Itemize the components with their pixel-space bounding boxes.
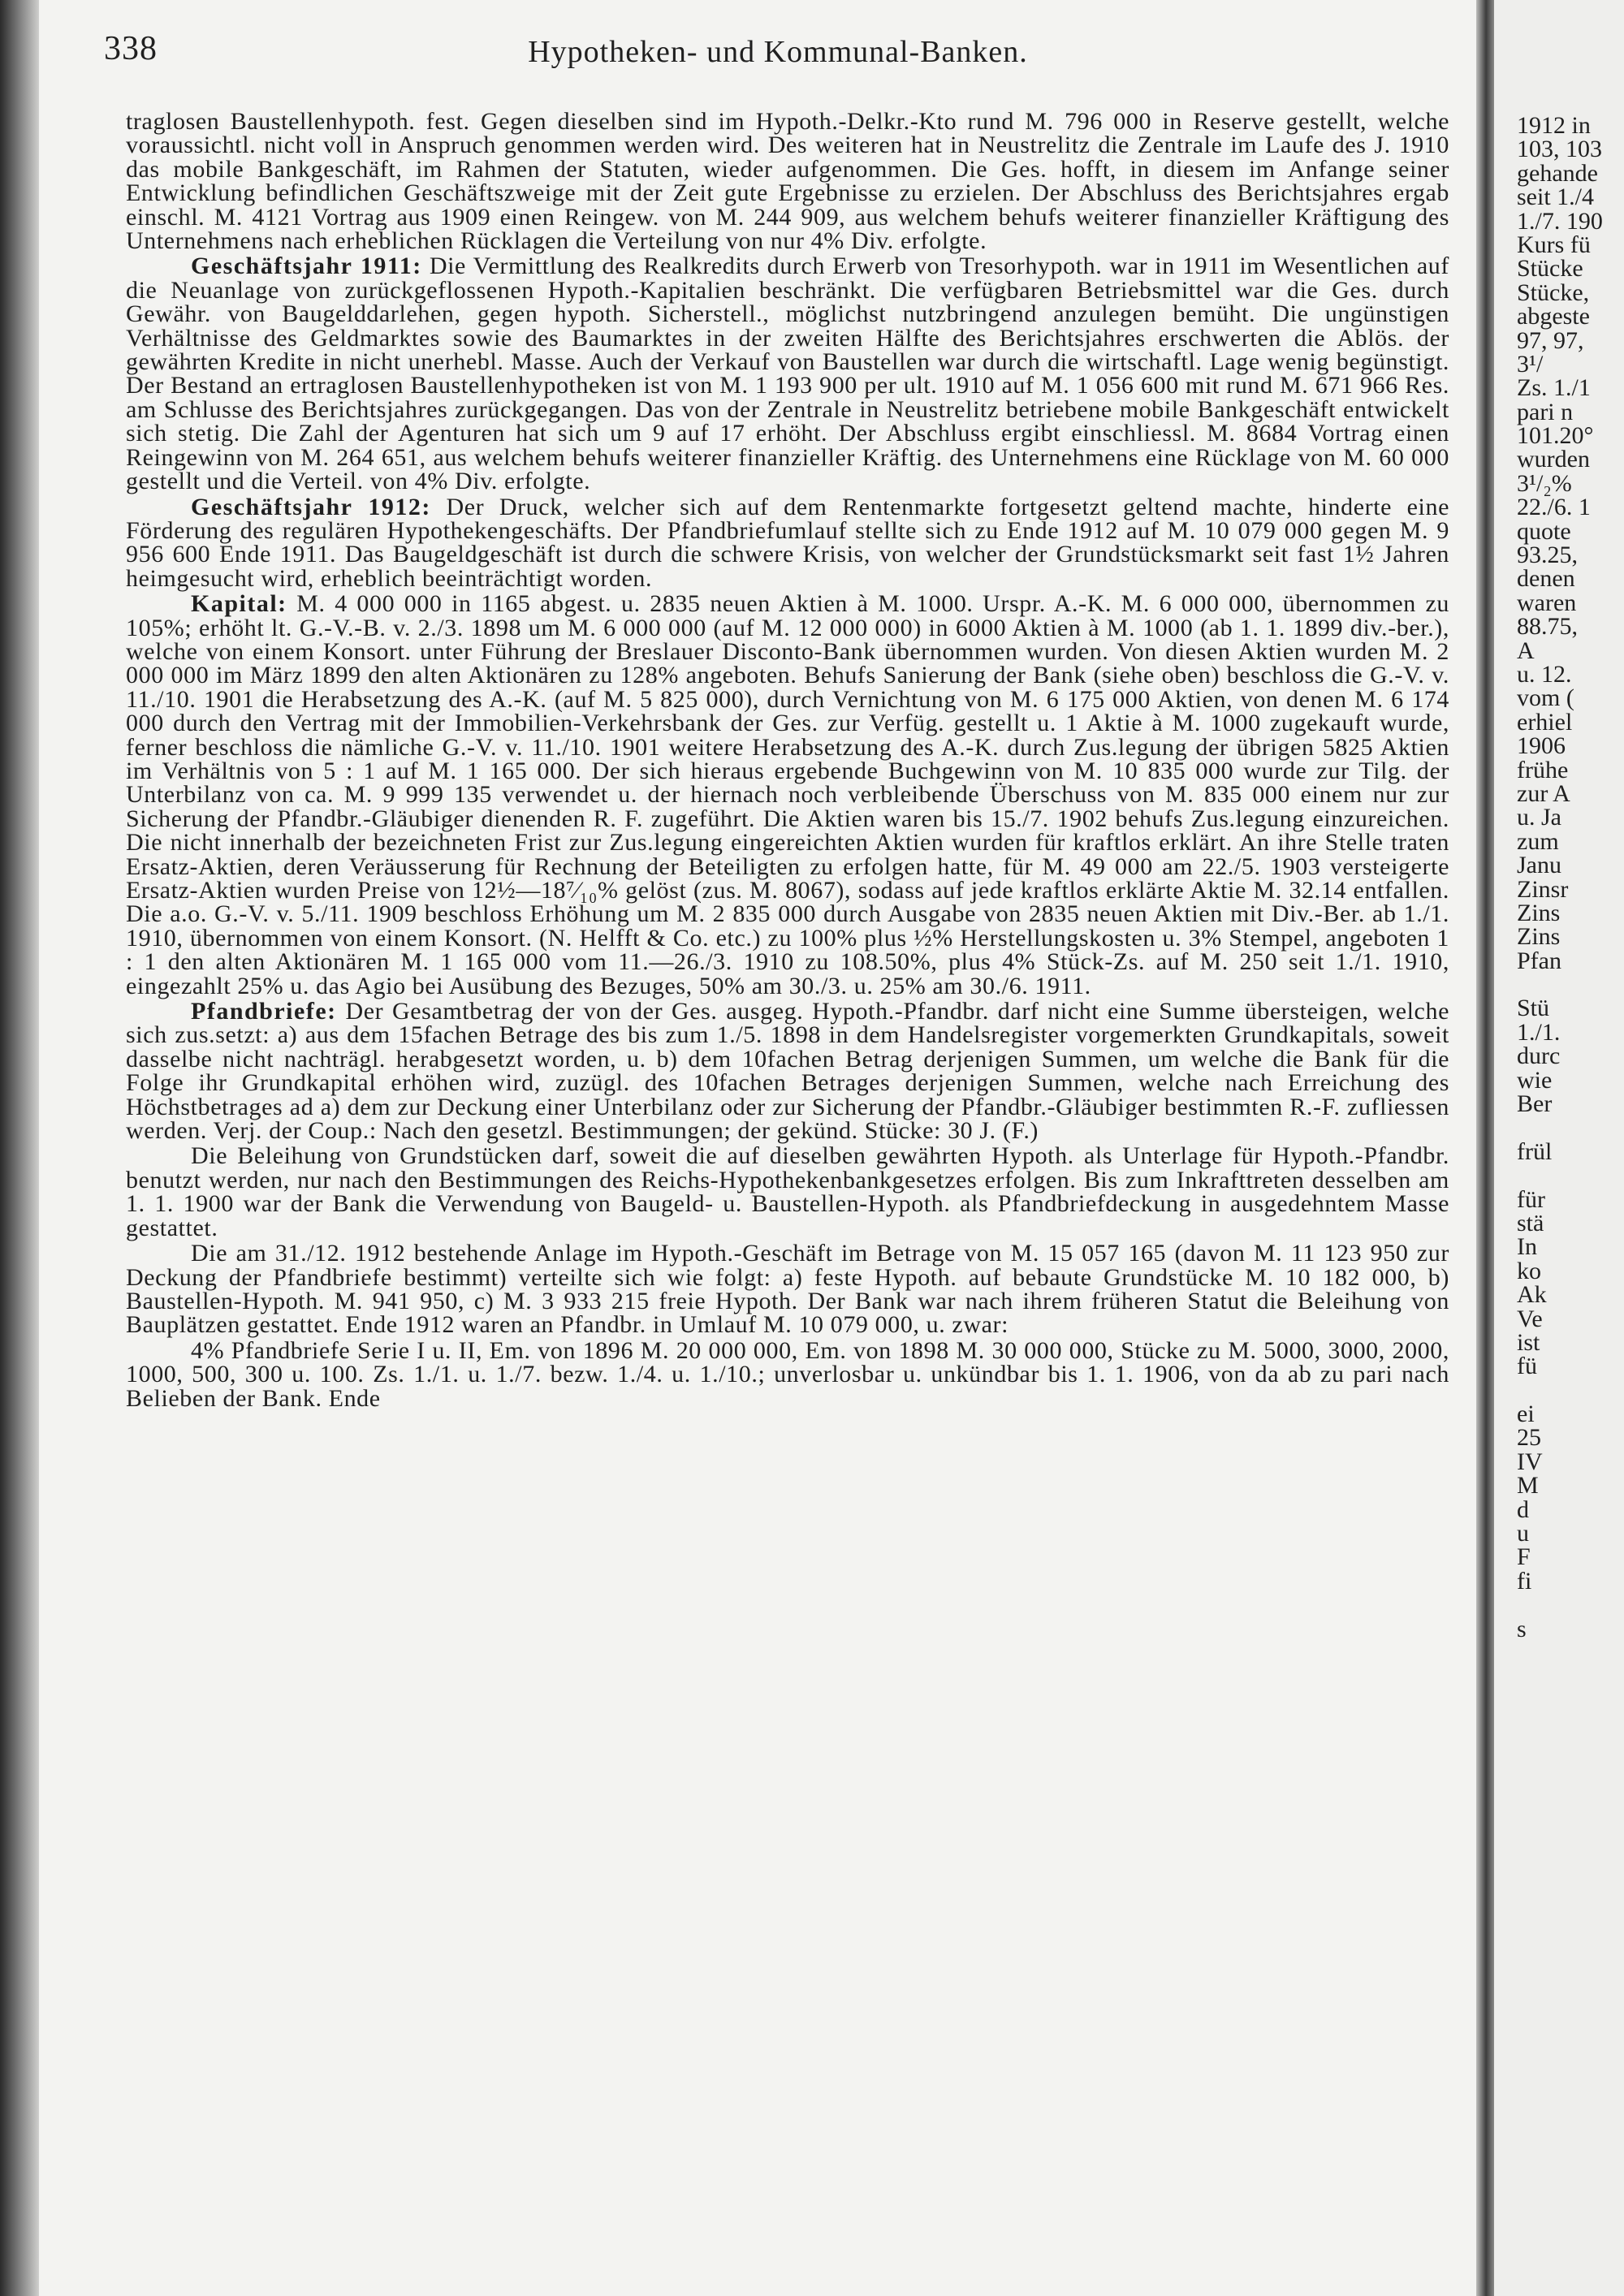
adjacent-page-line: 25 xyxy=(1517,1424,1541,1452)
adjacent-page-line: für xyxy=(1517,1185,1545,1213)
adjacent-page-line: 22./6. 1 xyxy=(1517,494,1591,521)
adjacent-page-line: 3¹/₂% xyxy=(1517,469,1572,497)
section-lead-pfandbriefe: Pfandbriefe: xyxy=(191,998,337,1025)
adjacent-page-line: 97, 97, xyxy=(1517,326,1584,354)
adjacent-page-line: stä xyxy=(1517,1209,1544,1236)
adjacent-page-line: abgeste xyxy=(1517,303,1590,330)
adjacent-page-line: frühe xyxy=(1517,756,1569,783)
adjacent-page-line: zur A xyxy=(1517,779,1570,807)
adjacent-page-line: Ve xyxy=(1517,1305,1543,1332)
adjacent-page-text xyxy=(1517,114,1624,1784)
adjacent-page-line: 1./1. xyxy=(1517,1018,1561,1046)
adjacent-page-line: wurden xyxy=(1517,446,1590,473)
adjacent-page-line: Ber xyxy=(1517,1090,1553,1118)
adjacent-page-line: Stü xyxy=(1517,995,1550,1022)
main-text-column xyxy=(126,110,1449,1410)
section-lead-1911: Geschäftsjahr 1911: xyxy=(191,252,422,280)
adjacent-page-line: 1912 in xyxy=(1517,112,1591,139)
adjacent-page-line: ko xyxy=(1517,1257,1541,1284)
paragraph-text: Die Vermittlung des Realkredits durch Erwerb von Tresorhypoth. war in 1911 im Wesentlichen auf die Neuanlage von zurückgeflossenen Hypoth.-Kapitalien beschränkt. Die verfügbaren Betriebsmittel war die Ges. durch Gewähr. von Baugelddarlehen, gegen hypoth. Sicherstell., möglichst nutzbringend anzulegen bemüht. Die ungünstigen Verhältnisse des Geldmarktes sowie des Baumarktes in der zweiten Hälfte des Berichtsjahres erschwerten die Ablös. der gewährten Kredite in nicht unerhebl. Masse. Auch der Verkauf von Baustellen war durch die wirtschaftl. Lage wenig begünstigt. Der Bestand an ertraglosen Baustellenhypotheken ist von M. 1 193 900 per ult. 1910 auf M. 1 056 600 mit rund M. 671 966 Res. am Schlusse des Berichtsjahres zurückgegangen. Das von der Zentrale in Neustrelitz betriebene mobile Bankgeschäft entwickelt sich stetig. Die Zahl der Agenturen hat sich um 9 auf 17 erhöht. Der Abschluss ergibt einschliessl. M. 8684 Vortrag einen Reingewinn von M. 264 651, aus welchem behufs weiterer finanzieller Kräftig. des Unternehmens eine Rücklage von M. 60 000 gestellt und die Verteil. von 4% Div. erfolgte. xyxy=(126,252,1449,495)
paragraph-pfandbriefe xyxy=(126,998,1449,1145)
adjacent-page-line: u xyxy=(1517,1520,1529,1547)
adjacent-page-line: Kurs fü xyxy=(1517,231,1591,258)
adjacent-page-line: ist xyxy=(1517,1328,1540,1356)
section-lead-1912: Geschäftsjahr 1912: xyxy=(191,493,431,520)
paragraph-anlage: Die am 31./12. 1912 bestehende Anlage im Hypoth.-Geschäft im Betrage von M. 15 057 165 (davon M. 11 123 950 zur Deckung der Pfandbriefe bestimmt) verteilte sich wie folgt: a) feste Hypoth. auf bebaute Grundstücke M. 10 182 000, b) Baustellen-Hypoth. M. 941 950, c) M. 3 933 215 freie Hypoth. Der Bank war nach ihrem früheren Statut die Beleihung von Bauplätzen gestattet. Ende 1912 waren an Pfandbr. in Umlauf M. 10 079 000, u. zwar: xyxy=(126,1240,1449,1339)
adjacent-page-line: fi xyxy=(1517,1567,1532,1595)
adjacent-page-line: Zins xyxy=(1517,923,1561,951)
adjacent-page-line: ei xyxy=(1517,1400,1535,1428)
paragraph-text: M. 4 000 000 in 1165 abgest. u. 2835 neuen Aktien à M. 1000. Urspr. A.-K. M. 6 000 000, übernommen zu 105%; erhöht lt. G.-V.-B. v. 2./3. 1898 um M. 6 000 000 (auf M. 12 000 000) in 6000 Aktien à M. 1000 (ab 1. 1. 1899 div.-ber.), welche von einem Konsort. unter Führung der Breslauer Disconto-Bank übernommen wurden. Von diesen Aktien wurden M. 2 000 000 im März 1899 den alten Aktionären zu 128% angeboten. Behufs Sanierung der Bank (siehe oben) beschloss die G.-V. v. 11./10. 1901 die Herabsetzung des A.-K. (auf M. 5 825 000), durch Vernichtung von M. 6 175 000 Aktien, von denen M. 6 174 000 durch den Vertrag mit der Immobilien-Verkehrsbank der Ges. zur Verfüg. gestellt u. 1 Aktie à M. 1000 zugekauft wurde, ferner beschloss die nämliche G.-V. v. 11./10. 1901 weitere Herabsetzung des A.-K. durch Zus.legung der übrigen 5825 Aktien im Verhältnis von 5 : 1 auf M. 1 165 000. Der sich hieraus ergebende Buchgewinn von M. 10 835 000 wurde zur Tilg. der Unterbilanz von ca. M. 9 999 135 verwendet u. der hiernach noch verbleibende Überschuss von M. 835 000 einem nur zur Sicherung der Pfandbr.-Gläubiger dienenden R. F. zugeführt. Die Aktien waren bis 15./7. 1902 behufs Zus.legung einzureichen. Die nicht innerhalb der bezeichneten Frist zur Zus.legung eingereichten Aktien wurden für kraftlos erklärt. An ihre Stelle traten Ersatz-Aktien, deren Veräusserung für Rechnung der Beteiligten zu erfolgen hatte, für M. 49 000 am 22./5. 1903 versteigerte Ersatz-Aktien wurden Preise von 12½—18⁷⁄₁₀% gelöst (zus. M. 8067), sodass auf jede kraftlos erklärte Aktie M. 32.14 entfallen. Die a.o. G.-V. v. 5./11. 1909 beschloss Erhöhung um M. 2 835 000 durch Ausgabe von 2835 neuen Aktien mit Div.-Ber. ab 1./1. 1910, übernommen von einem Konsort. (N. Helfft & Co. etc.) zu 100% plus ½% Herstellungskosten u. 3% Stempel, angeboten 1 : 1 den alten Aktionären M. 1 165 000 vom 11.—26./3. 1910 zu 108.50%, plus 4% Stück-Zs. auf M. 250 seit 1./1. 1910, eingezahlt 25% u. das Agio bei Ausübung des Bezuges, 50% am 30./3. u. 25% am 30./6. 1911. xyxy=(126,590,1449,999)
adjacent-page-line xyxy=(1517,1760,1624,1784)
adjacent-page-line: Janu xyxy=(1517,852,1561,879)
adjacent-page-line xyxy=(1517,1737,1624,1760)
adjacent-page-line: Ak xyxy=(1517,1281,1547,1309)
adjacent-page-line xyxy=(1517,1641,1624,1664)
adjacent-page-line xyxy=(1517,1116,1624,1139)
adjacent-page-line: durc xyxy=(1517,1042,1561,1070)
adjacent-page-line: wie xyxy=(1517,1066,1553,1094)
adjacent-page-line xyxy=(1517,1712,1624,1736)
adjacent-page-line: 1./7. 190 xyxy=(1517,207,1603,235)
adjacent-page-line: gehande xyxy=(1517,159,1598,187)
adjacent-page-line xyxy=(1517,973,1624,996)
adjacent-page-line: M xyxy=(1517,1472,1539,1500)
adjacent-page-line: 3¹/ xyxy=(1517,350,1544,378)
adjacent-page-line: Stücke, xyxy=(1517,278,1590,306)
paragraph-beleihung: Die Beleihung von Grundstücken darf, soweit die auf dieselben gewährten Hypoth. als Unterlage für Hypoth.-Pfandbr. benutzt werden, nur nach den Bestimmungen des Reichs-Hypothekenbankgesetzes erfolgen. Bis zum Inkrafttreten desselben am 1. 1. 1900 war der Bank die Verwendung von Baugeld- u. Baustellen-Hypoth. als Pfandbriefdeckung in ausgedehntem Masse gestattet. xyxy=(126,1142,1449,1241)
paragraph-kapital xyxy=(126,592,1449,998)
adjacent-page-line: u. Ja xyxy=(1517,804,1561,831)
adjacent-page-line: F xyxy=(1517,1543,1531,1571)
adjacent-page-line: 88.75, xyxy=(1517,613,1578,641)
adjacent-page-line: fü xyxy=(1517,1353,1537,1380)
adjacent-page-line: IV xyxy=(1517,1448,1543,1475)
running-title: Hypotheken- und Kommunal-Banken. xyxy=(528,35,1028,69)
paragraph-geschaeftsjahr-1911 xyxy=(126,254,1449,493)
page-number: 338 xyxy=(104,30,158,67)
page-gutter xyxy=(1476,0,1494,2296)
adjacent-page-line: vom ( xyxy=(1517,684,1574,712)
paragraph-text: Der Gesamtbetrag der von der Ges. ausgeg. Hypoth.-Pfandbr. darf nicht eine Summe übersteigen, welche sich zus.setzt: a) aus dem 15fachen Betrage des bis zum 1./5. 1898 in dem Handelsregister vorgemerkten Grundkapitals, soweit dasselbe nicht nachträgl. herabgesetzt worden, u. b) dem 10fachen Betrag derjenigen Summen, um welche die Bank für die Folge ihr Grundkapital erhöhen wird, zuzügl. des 10fachen Betrages derjenigen Summen, welche nach Erreichung des Höchstbetrages ad a) dem zur Deckung einer Unterbilanz oder zur Sicherung der Pfandbr.-Gläubiger bestimmten R.-F. zufliessen werden. Verj. der Coup.: Nach den gesetzl. Bestimmungen; der gekünd. Stücke: 30 J. (F.) xyxy=(126,998,1449,1145)
paragraph-text: Der Druck, welcher sich auf dem Rentenmarkte fortgesetzt geltend machte, hinderte eine Förderung des regulären Hypothekengeschäfts. Der Pfandbriefumlauf stellte sich zu Ende 1912 auf M. 10 079 000 gegen M. 9 956 600 Ende 1911. Das Baugeldgeschäft ist durch die schwere Krisis, von welcher der Grundstücksmarkt seit fast 1½ Jahren heimgesucht wird, erheblich beeinträchtigt worden. xyxy=(126,493,1449,592)
adjacent-page-line: 93.25, xyxy=(1517,542,1578,569)
paragraph-continuation: traglosen Baustellenhypoth. fest. Gegen dieselben sind im Hypoth.-Delkr.-Kto rund M. 796 000 in Reserve gestellt, welche voraussichtl. nicht voll in Anspruch genommen werden wird. Des weiteren hat in Neustrelitz die Zentrale im Laufe des J. 1910 das mobile Bankgeschäft, im Rahmen der Statuten, wieder aufgenommen. Die Ges. hofft, in diesem im Anfange seiner Entwicklung befindlichen Geschäftszweige mit der Zeit gute Ergebnisse zu erzielen. Der Abschluss des Berichtsjahres ergab einschl. M. 4121 Vortrag aus 1909 einen Reingew. von M. 244 909, aus welchem behufs weiterer finanzieller Kräftigung des Unternehmens nach erheblichen Rücklagen die Verteilung von nur 4% Div. erfolgte. xyxy=(126,108,1449,255)
adjacent-page-line: u. 12. xyxy=(1517,660,1572,688)
binding-shadow xyxy=(0,0,39,2296)
adjacent-page-line: frül xyxy=(1517,1137,1553,1165)
paragraph-pfandbriefe-serie: 4% Pfandbriefe Serie I u. II, Em. von 1896 M. 20 000 000, Em. von 1898 M. 30 000 000, Stücke zu M. 5000, 3000, 2000, 1000, 500, 300 u. 100. Zs. 1./1. u. 1./7. bezw. 1./4. u. 1./10.; unverlosbar u. unkündbar bis 1. 1. 1906, von da ab zu pari nach Belieben der Bank. Ende xyxy=(126,1336,1449,1412)
adjacent-page-line xyxy=(1517,1593,1624,1616)
adjacent-page-line: 101.20° xyxy=(1517,422,1594,450)
adjacent-page-line xyxy=(1517,1689,1624,1712)
section-lead-kapital: Kapital: xyxy=(191,590,287,618)
adjacent-page-line: 103, 103 xyxy=(1517,136,1602,163)
page-header xyxy=(104,24,1452,73)
adjacent-page-line: Pfan xyxy=(1517,947,1561,974)
adjacent-page-line: d xyxy=(1517,1495,1529,1523)
adjacent-page-line: A xyxy=(1517,637,1535,664)
adjacent-page-line: quote xyxy=(1517,517,1571,545)
adjacent-page-line: pari n xyxy=(1517,398,1574,425)
adjacent-page-line: Zinsr xyxy=(1517,875,1569,903)
adjacent-page-line: Zins xyxy=(1517,899,1561,926)
adjacent-page-line xyxy=(1517,1163,1624,1187)
adjacent-page-line: denen xyxy=(1517,565,1575,593)
adjacent-page-line: In xyxy=(1517,1233,1537,1261)
adjacent-page-line: zum xyxy=(1517,827,1559,855)
adjacent-page-line: 1906 xyxy=(1517,732,1566,760)
adjacent-page-line: Zs. 1./1 xyxy=(1517,374,1591,402)
adjacent-page-line: s xyxy=(1517,1615,1527,1642)
adjacent-page-line xyxy=(1517,1379,1624,1402)
paragraph-geschaeftsjahr-1912 xyxy=(126,495,1449,591)
adjacent-page-line: waren xyxy=(1517,589,1577,616)
adjacent-page-line xyxy=(1517,1664,1624,1688)
adjacent-page-line: Stücke xyxy=(1517,255,1583,283)
adjacent-page-line: seit 1./4 xyxy=(1517,183,1594,211)
adjacent-page-line: erhiel xyxy=(1517,708,1573,736)
